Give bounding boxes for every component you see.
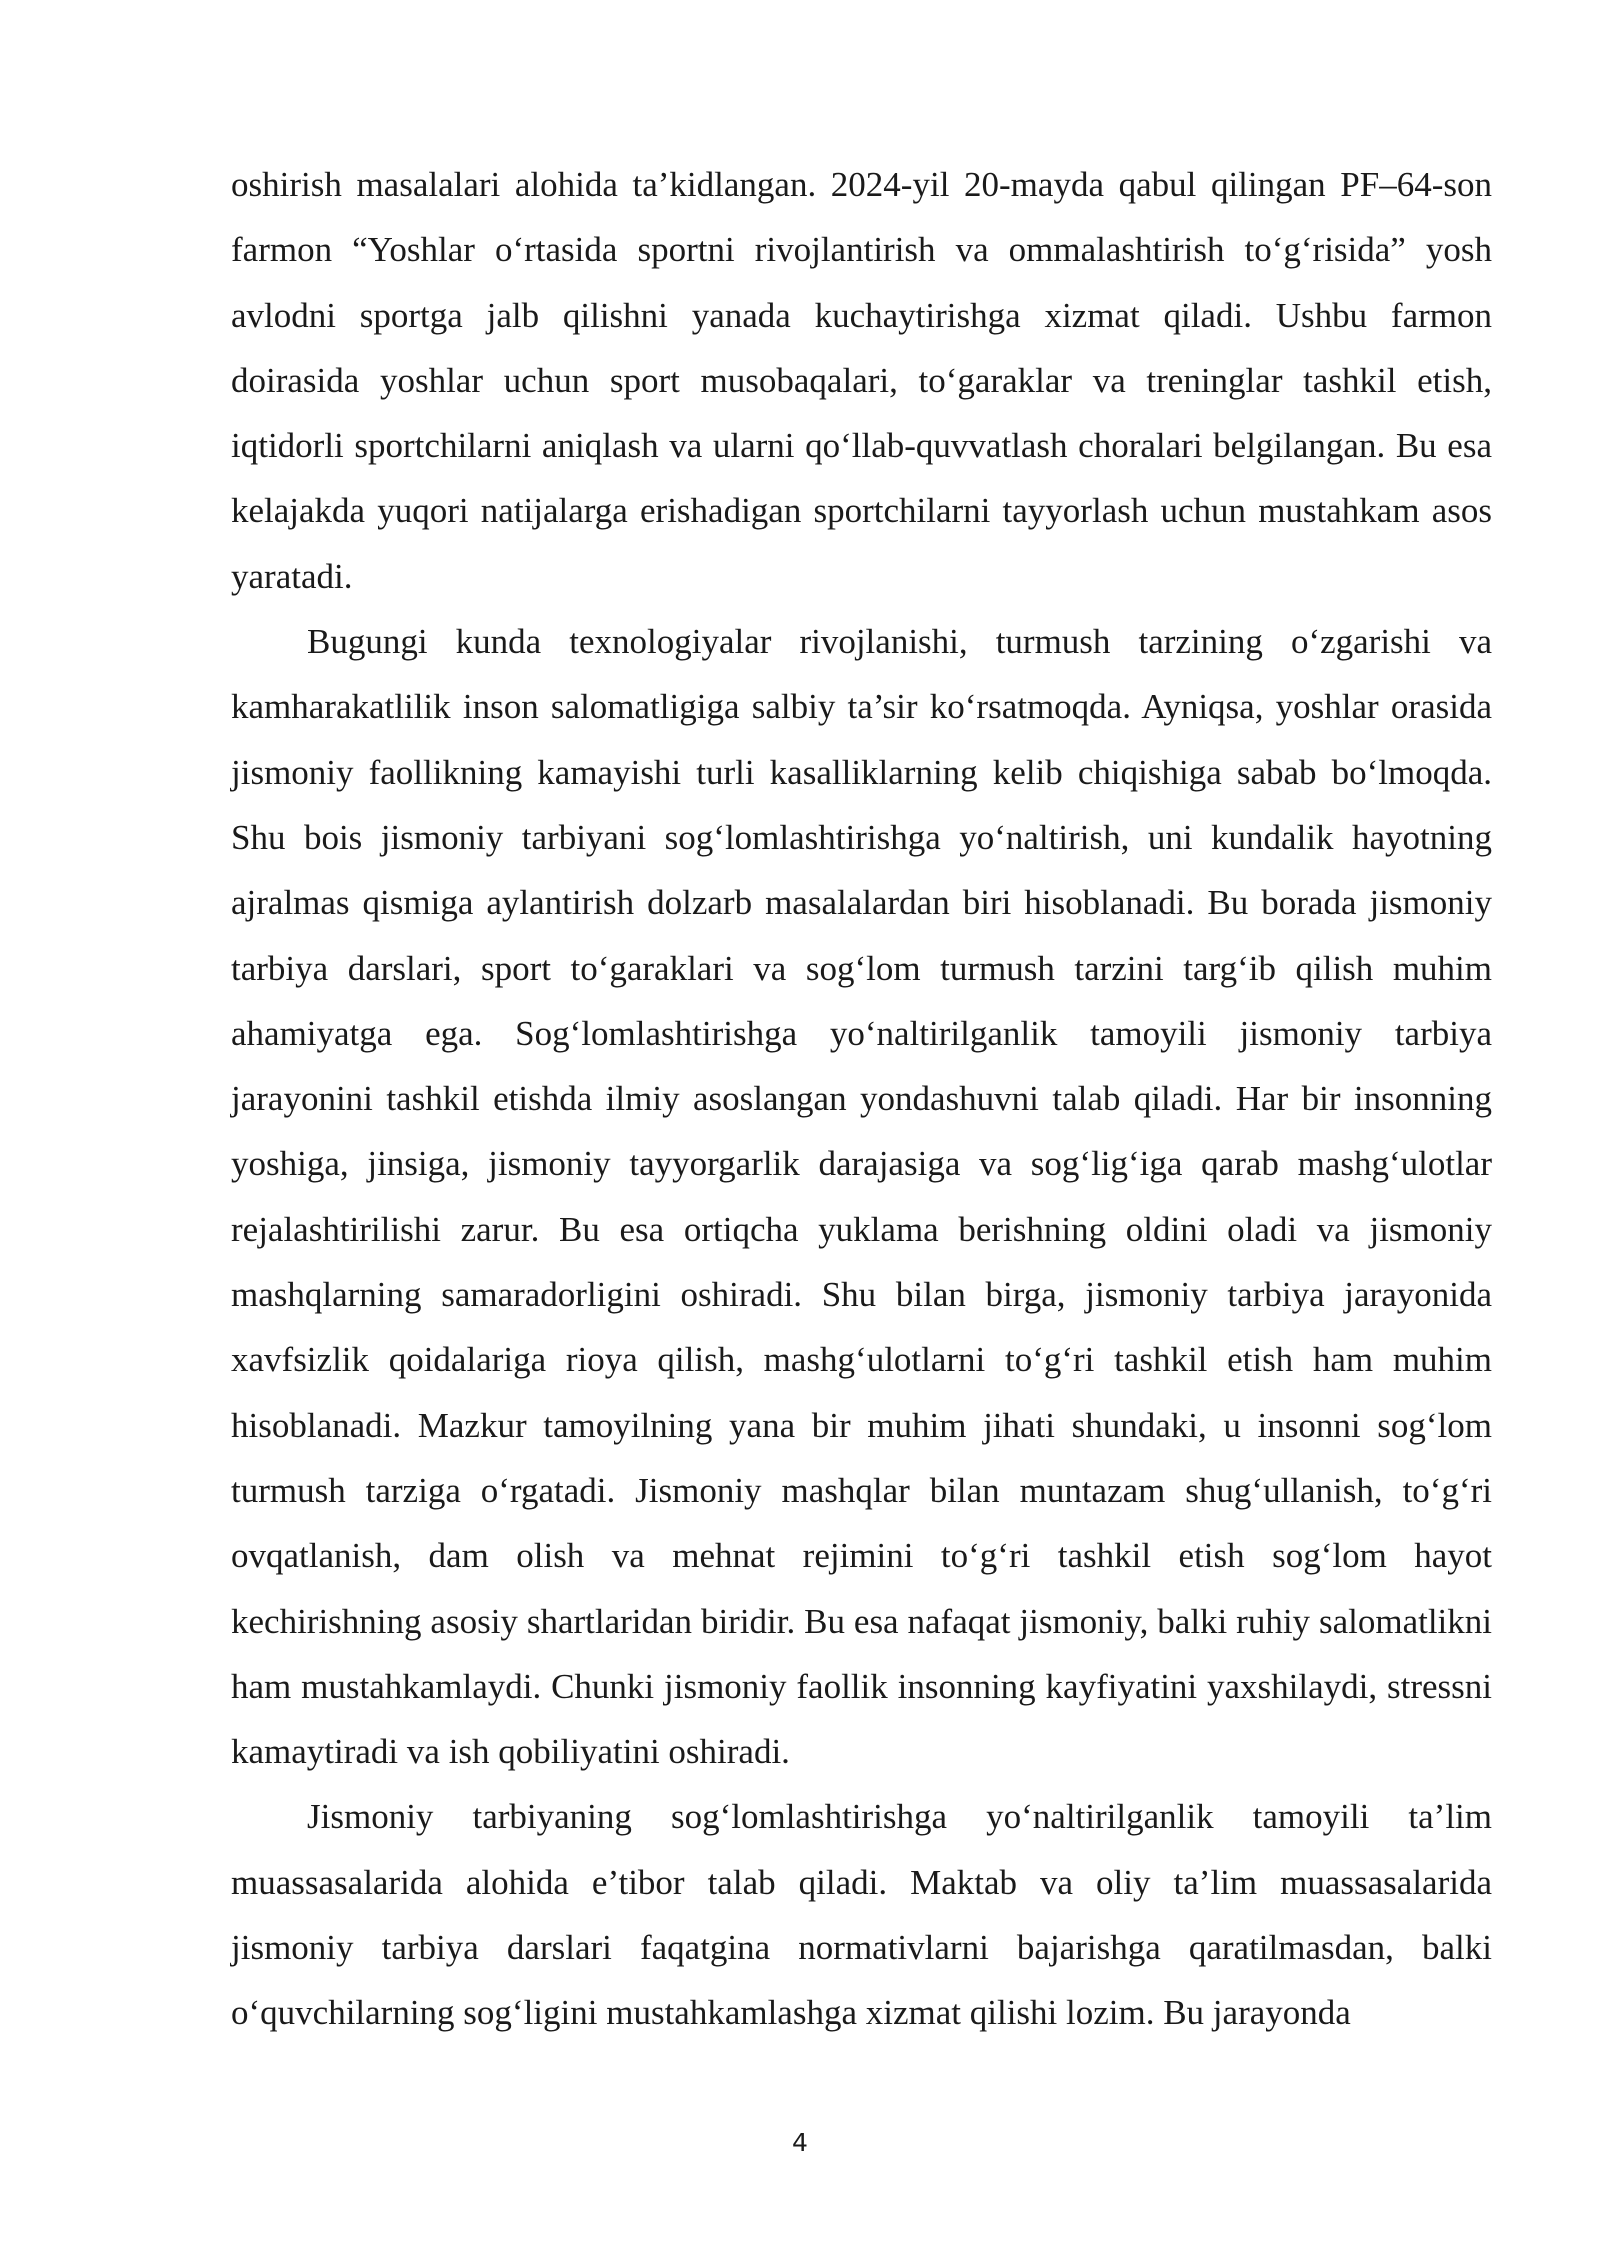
paragraph-health-trends: Bugungi kunda texnologiyalar rivojlanishi, turmush tarzining o‘zgarishi va kamharakatlilik inson salomatligiga salbiy ta’sir ko‘rsatmoqda. Ayniqsa, yoshlar orasida jismoniy faollikning kamayishi turli kasalliklarning kelib chiqishiga sabab bo‘lmoqda. Shu bois jismoniy tarbiyani sog‘lomlashtirishga yo‘naltirish, uni kundalik hayotning ajralmas qismiga aylantirish dolzarb masalalardan biri hisoblanadi. Bu borada jismoniy tarbiya darslari, sport to‘garaklari va sog‘lom turmush tarzini targ‘ib qilish muhim ahamiyatga ega. Sog‘lomlashtirishga yo‘naltirilganlik tamoyili jismoniy tarbiya jarayonini tashkil etishda ilmiy asoslangan yondashuvni talab qiladi. Har bir insonning yoshiga, jinsiga, jismoniy tayyorgarlik darajasiga va sog‘lig‘iga qarab mashg‘ulotlar rejalashtirilishi zarur. Bu esa ortiqcha yuklama berishning oldini oladi va jismoniy mashqlarning samaradorligini oshiradi. Shu bilan birga, jismoniy tarbiya jarayonida xavfsizlik qoidalariga rioya qilish, mashg‘ulotlarni to‘g‘ri tashkil etish ham muhim hisoblanadi. Mazkur tamoyilning yana bir muhim jihati shundaki, u insonni sog‘lom turmush tarziga o‘rgatadi. Jismoniy mashqlar bilan muntazam shug‘ullanish, to‘g‘ri ovqatlanish, dam olish va mehnat rejimini to‘g‘ri tashkil etish sog‘lom hayot kechirishning asosiy shartlaridan biridir. Bu esa nafaqat jismoniy, balki ruhiy salomatlikni ham mustahkamlaydi. Chunki jismoniy faollik insonning kayfiyatini yaxshilaydi, stressni kamaytiradi va ish qobiliyatini oshiradi. bbox=[231, 622, 1492, 1772]
paragraph-continuation: oshirish masalalari alohida ta’kidlangan. 2024-yil 20-mayda qabul qilingan PF–64-son farmon “Yoshlar o‘rtasida sportni rivojlantirish va ommalashtirish to‘g‘risida” yosh avlodni sportga jalb qilishni yanada kuchaytirishga xizmat qiladi. Ushbu farmon doirasida yoshlar uchun sport musobaqalari, to‘garaklar va treninglar tashkil etish, iqtidorli sportchilarni aniqlash va ularni qo‘llab-quvvatlash choralari belgilangan. Bu esa kelajakda yuqori natijalarga erishadigan sportchilarni tayyorlash uchun mustahkam asos yaratadi. bbox=[231, 165, 1492, 596]
paragraph-education-principle: Jismoniy tarbiyaning sog‘lomlashtirishga yo‘naltirilganlik tamoyili ta’lim muassasalarida alohida e’tibor talab qiladi. Maktab va oliy ta’lim muassasalarida jismoniy tarbiya darslari faqatgina normativlarni bajarishga qaratilmasdan, balki o‘quvchilarning sog‘ligini mustahkamlashga xizmat qilishi lozim. Bu jarayonda bbox=[231, 1797, 1492, 2033]
body-text bbox=[231, 152, 1492, 2046]
page-number: 4 bbox=[792, 2128, 808, 2157]
